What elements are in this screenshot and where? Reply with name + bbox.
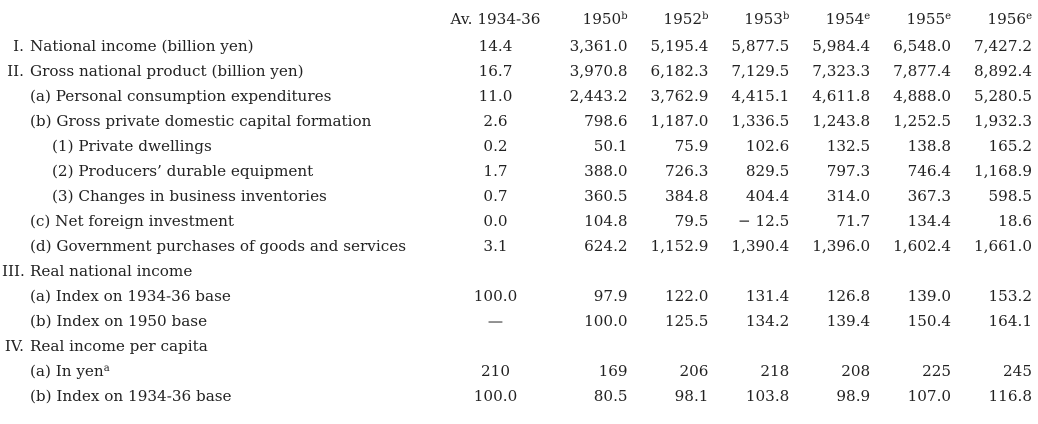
row-label-cell xyxy=(0,159,444,184)
row-label: (b) Index on 1950 base xyxy=(30,312,208,330)
row-label: (b) Gross private domestic capital formation xyxy=(30,112,372,130)
year-value: 1,390.4 xyxy=(731,237,790,255)
header-year xyxy=(628,4,709,34)
year-value: 206 xyxy=(679,362,709,380)
header-year xyxy=(708,4,789,34)
base-period-value xyxy=(444,334,546,359)
year-value: 75.9 xyxy=(674,137,709,155)
year-value: 404.4 xyxy=(745,187,790,205)
year-value: 797.3 xyxy=(826,162,871,180)
year-value: 50.1 xyxy=(593,137,628,155)
section-numeral: I. xyxy=(13,37,24,55)
year-value: 131.4 xyxy=(745,287,790,305)
year-value: 116.8 xyxy=(988,387,1032,405)
row-label-cell xyxy=(0,384,444,409)
base-period-value: 1.7 xyxy=(483,162,508,180)
year-value: 7,877.4 xyxy=(893,62,952,80)
header-year-label: 1954 xyxy=(825,10,865,28)
year-value: 139.4 xyxy=(826,312,871,330)
year-value xyxy=(628,259,709,284)
year-value: 1,932.3 xyxy=(974,112,1032,130)
base-period-value: 210 xyxy=(481,362,510,380)
year-value xyxy=(547,259,628,284)
table-row xyxy=(0,234,1032,259)
year-value: 98.9 xyxy=(836,387,871,405)
year-value: 3,361.0 xyxy=(569,37,628,55)
header-year-label: 1956 xyxy=(987,10,1027,28)
year-value: 3,762.9 xyxy=(650,87,709,105)
base-period-value: 16.7 xyxy=(478,62,513,80)
row-label-cell xyxy=(0,84,444,109)
section-numeral: IV. xyxy=(4,337,24,355)
year-value: 1,187.0 xyxy=(650,112,709,130)
year-value: 18.6 xyxy=(998,212,1032,230)
year-value xyxy=(870,334,951,359)
year-value: 1,252.5 xyxy=(893,112,952,130)
row-label-cell xyxy=(0,134,444,159)
year-value xyxy=(951,259,1032,284)
year-value: 4,611.8 xyxy=(812,87,871,105)
year-value: 125.5 xyxy=(664,312,709,330)
base-period-value: 2.6 xyxy=(483,112,508,130)
year-value: 798.6 xyxy=(584,112,628,130)
row-label: (d) Government purchases of goods and services xyxy=(30,237,406,255)
base-period-value: 100.0 xyxy=(473,287,518,305)
year-value: 1,243.8 xyxy=(812,112,871,130)
row-label: (1) Private dwellings xyxy=(52,137,212,155)
year-value: 103.8 xyxy=(745,387,790,405)
base-period-value: 3.1 xyxy=(483,237,508,255)
table-row xyxy=(0,384,1032,409)
year-value: 1,152.9 xyxy=(650,237,709,255)
row-label: National income (billion yen) xyxy=(30,37,254,55)
header-row xyxy=(0,4,1032,34)
year-value xyxy=(951,334,1032,359)
row-label-cell xyxy=(0,184,444,209)
row-label-cell xyxy=(0,209,444,234)
year-value: 100.0 xyxy=(584,312,628,330)
table-row xyxy=(0,334,1032,359)
row-label: (a) Index on 1934-36 base xyxy=(30,287,231,305)
row-label: (a) In yen xyxy=(30,362,104,380)
year-value: 165.2 xyxy=(988,137,1032,155)
row-label-cell xyxy=(0,334,444,359)
year-value: 225 xyxy=(922,362,952,380)
year-value: 134.2 xyxy=(745,312,790,330)
table-row xyxy=(0,84,1032,109)
row-label-cell xyxy=(0,59,444,84)
header-year-label: 1950 xyxy=(582,10,622,28)
base-period-value: 0.2 xyxy=(483,137,508,155)
year-value: 360.5 xyxy=(584,187,628,205)
base-period-value: 0.7 xyxy=(483,187,508,205)
year-value: 598.5 xyxy=(988,187,1032,205)
year-value: 80.5 xyxy=(593,387,628,405)
year-value: 726.3 xyxy=(664,162,709,180)
row-label-cell xyxy=(0,359,444,384)
year-value: 153.2 xyxy=(988,287,1032,305)
table-header xyxy=(0,4,1032,34)
header-year-sup: e xyxy=(864,11,871,22)
table-row xyxy=(0,159,1032,184)
header-year-sup: b xyxy=(702,11,709,22)
base-period-value: 0.0 xyxy=(483,212,508,230)
header-year xyxy=(951,4,1032,34)
year-value: 7,129.5 xyxy=(731,62,790,80)
year-value xyxy=(708,259,789,284)
header-year xyxy=(870,4,951,34)
table-row xyxy=(0,109,1032,134)
year-value: 8,892.4 xyxy=(974,62,1032,80)
year-value: 388.0 xyxy=(584,162,628,180)
header-base-period xyxy=(444,4,546,34)
year-value xyxy=(547,334,628,359)
header-year-label: 1955 xyxy=(906,10,946,28)
base-period-value: 14.4 xyxy=(478,37,513,55)
table-row xyxy=(0,34,1032,59)
year-value: 98.1 xyxy=(674,387,709,405)
year-value xyxy=(870,259,951,284)
year-value: 1,336.5 xyxy=(731,112,790,130)
row-label: (3) Changes in business inventories xyxy=(52,187,327,205)
year-value: 97.9 xyxy=(593,287,628,305)
header-year-label: 1953 xyxy=(744,10,783,28)
table-row xyxy=(0,209,1032,234)
year-value: 6,182.3 xyxy=(650,62,709,80)
year-value: 102.6 xyxy=(745,137,790,155)
year-value: 150.4 xyxy=(907,312,952,330)
year-value xyxy=(789,259,870,284)
year-value: 5,280.5 xyxy=(974,87,1032,105)
row-label: (c) Net foreign investment xyxy=(30,212,234,230)
year-value: 122.0 xyxy=(664,287,709,305)
row-label: Real national income xyxy=(30,262,193,280)
year-value: 1,661.0 xyxy=(974,237,1032,255)
year-value: 314.0 xyxy=(826,187,871,205)
row-label: (a) Personal consumption expenditures xyxy=(30,87,332,105)
row-label-cell xyxy=(0,309,444,334)
year-value: 245 xyxy=(1003,362,1032,380)
base-period-value xyxy=(444,259,546,284)
header-label-cell xyxy=(0,4,444,34)
year-value: 367.3 xyxy=(907,187,952,205)
table-row xyxy=(0,134,1032,159)
year-value: 1,602.4 xyxy=(893,237,952,255)
row-label: (2) Producers’ durable equipment xyxy=(52,162,314,180)
year-value: 138.8 xyxy=(907,137,952,155)
table-row xyxy=(0,309,1032,334)
table-row xyxy=(0,259,1032,284)
header-year-sup: b xyxy=(782,11,790,22)
year-value xyxy=(628,334,709,359)
year-value: 5,195.4 xyxy=(650,37,709,55)
year-value: 6,548.0 xyxy=(893,37,952,55)
year-value: 3,970.8 xyxy=(569,62,628,80)
year-value: 746.4 xyxy=(907,162,952,180)
year-value: 107.0 xyxy=(907,387,952,405)
header-year-label: 1952 xyxy=(663,10,703,28)
year-value xyxy=(708,334,789,359)
row-label: (b) Index on 1934-36 base xyxy=(30,387,232,405)
row-label: Real income per capita xyxy=(30,337,208,355)
year-value: 218 xyxy=(760,362,790,380)
year-value: 79.5 xyxy=(674,212,709,230)
year-value: 139.0 xyxy=(907,287,952,305)
header-base-label: Av. 1934-36 xyxy=(450,10,541,28)
row-label-cell xyxy=(0,234,444,259)
section-numeral: II. xyxy=(7,62,24,80)
year-value: 829.5 xyxy=(745,162,790,180)
year-value: 5,984.4 xyxy=(812,37,871,55)
row-label-cell xyxy=(0,259,444,284)
year-value: 4,888.0 xyxy=(893,87,952,105)
header-year-sup: e xyxy=(1026,11,1032,22)
base-period-value: — xyxy=(487,312,504,330)
footnote-marker: a xyxy=(103,363,110,374)
base-period-value: 100.0 xyxy=(473,387,518,405)
year-value: 169 xyxy=(598,362,628,380)
year-value: 132.5 xyxy=(826,137,871,155)
year-value: 208 xyxy=(841,362,871,380)
header-year-sup: e xyxy=(945,11,952,22)
year-value: 1,168.9 xyxy=(974,162,1032,180)
table-row xyxy=(0,359,1032,384)
year-value xyxy=(789,334,870,359)
year-value: 126.8 xyxy=(826,287,871,305)
table-body xyxy=(0,34,1032,409)
row-label: Gross national product (billion yen) xyxy=(30,62,304,80)
row-label-cell xyxy=(0,284,444,309)
row-label-cell xyxy=(0,109,444,134)
statistics-table xyxy=(0,4,1032,409)
year-value: 5,877.5 xyxy=(731,37,790,55)
year-value: 104.8 xyxy=(584,212,628,230)
year-value: 7,427.2 xyxy=(974,37,1032,55)
year-value: 2,443.2 xyxy=(569,87,628,105)
header-year-sup: b xyxy=(621,11,628,22)
header-year xyxy=(547,4,628,34)
year-value: − 12.5 xyxy=(737,212,790,230)
table-row xyxy=(0,184,1032,209)
year-value: 384.8 xyxy=(664,187,709,205)
table-row xyxy=(0,284,1032,309)
table-row xyxy=(0,59,1032,84)
year-value: 1,396.0 xyxy=(812,237,871,255)
year-value: 624.2 xyxy=(584,237,628,255)
year-value: 71.7 xyxy=(836,212,871,230)
year-value: 164.1 xyxy=(988,312,1032,330)
header-year xyxy=(789,4,870,34)
section-numeral: III. xyxy=(2,262,25,280)
base-period-value: 11.0 xyxy=(478,87,513,105)
year-value: 7,323.3 xyxy=(812,62,871,80)
year-value: 4,415.1 xyxy=(731,87,790,105)
row-label-cell xyxy=(0,34,444,59)
year-value: 134.4 xyxy=(907,212,952,230)
